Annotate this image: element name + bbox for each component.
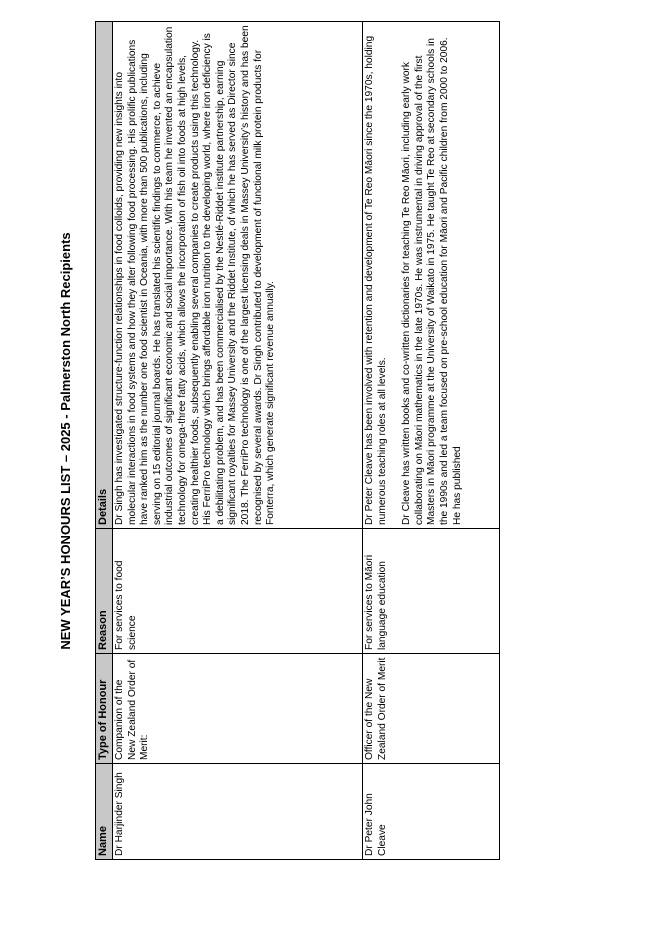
cell-reason: For services to food science (113, 529, 363, 654)
cell-reason: For services to Māori language education (363, 529, 500, 654)
details-paragraph: Dr Cleave has written books and co-written dictionaries for teaching Te Reo Māori, including early work collaborating on Māori mathematics in the late 1970s. He was instrumental in driving approval of the first Masters in Māori programme at the University of Waikato in 1975. He taught Te Reo at secondary schools in the 1990s and led a team focused on pre-school education for Māori and Pacific children from 2000 to 2006. He has published (401, 37, 463, 525)
table-row (113, 22, 363, 860)
details-paragraph: Dr Singh has investigated structure-function relationships in food colloids, providing new insights into molecular interactions in food systems and how they alter following food processing. His prolific publications have ranked him as the number one food scientist in Oceania, with more than 500 publications, including serving on 15 editorial journal boards. He has translated his scientific findings to commerce, to achieve industrial outcomes of significant economic and social importance. With his team he invented an encapsulation technology for omega-three fatty acids, which allows the incorporation of fish oil into foods at high levels, creating healthier foods, subsequently enabling several companies to create products using this technology. His FerriPro technology which brings affordable iron nutrition to the developing world, where iron deficiency is a debilitating problem, and has been commercialised by the Nestlé-Riddet institute partnership, earning significant royalties for Massey University and the Riddet Institute, of which he has served as Director since 2018. The FerriPro technology is one of the largest licensing deals in Massey University’s history and has been recognised by several awards. Dr Singh contributed to development of functional milk protein products for Fonterra, which generate significant revenue annually. (114, 25, 277, 525)
header-name: Name (96, 764, 113, 860)
table-row (363, 22, 500, 860)
page-title: NEW YEAR’S HONOURS LIST – 2025 - Palmerston North Recipients (58, 232, 73, 650)
table-header-row (96, 22, 113, 860)
cell-name: Dr Harjinder Singh (113, 764, 363, 860)
details-paragraph: Dr Peter Cleave has been involved with retention and development of Te Reo Māori since the 1970s, holding numerous teaching roles at all levels. (364, 35, 388, 525)
cell-details (363, 22, 500, 529)
cell-details (113, 22, 363, 529)
honours-table (95, 21, 500, 860)
cell-type: Companion of the New Zealand Order of Merit: (113, 654, 363, 764)
cell-name: Dr Peter John Cleave (363, 764, 500, 860)
header-details: Details (96, 22, 113, 529)
rotated-page (58, 22, 618, 860)
header-reason: Reason (96, 529, 113, 654)
header-type-of-honour: Type of Honour (96, 654, 113, 764)
cell-type: Officer of the New Zealand Order of Merit (363, 654, 500, 764)
